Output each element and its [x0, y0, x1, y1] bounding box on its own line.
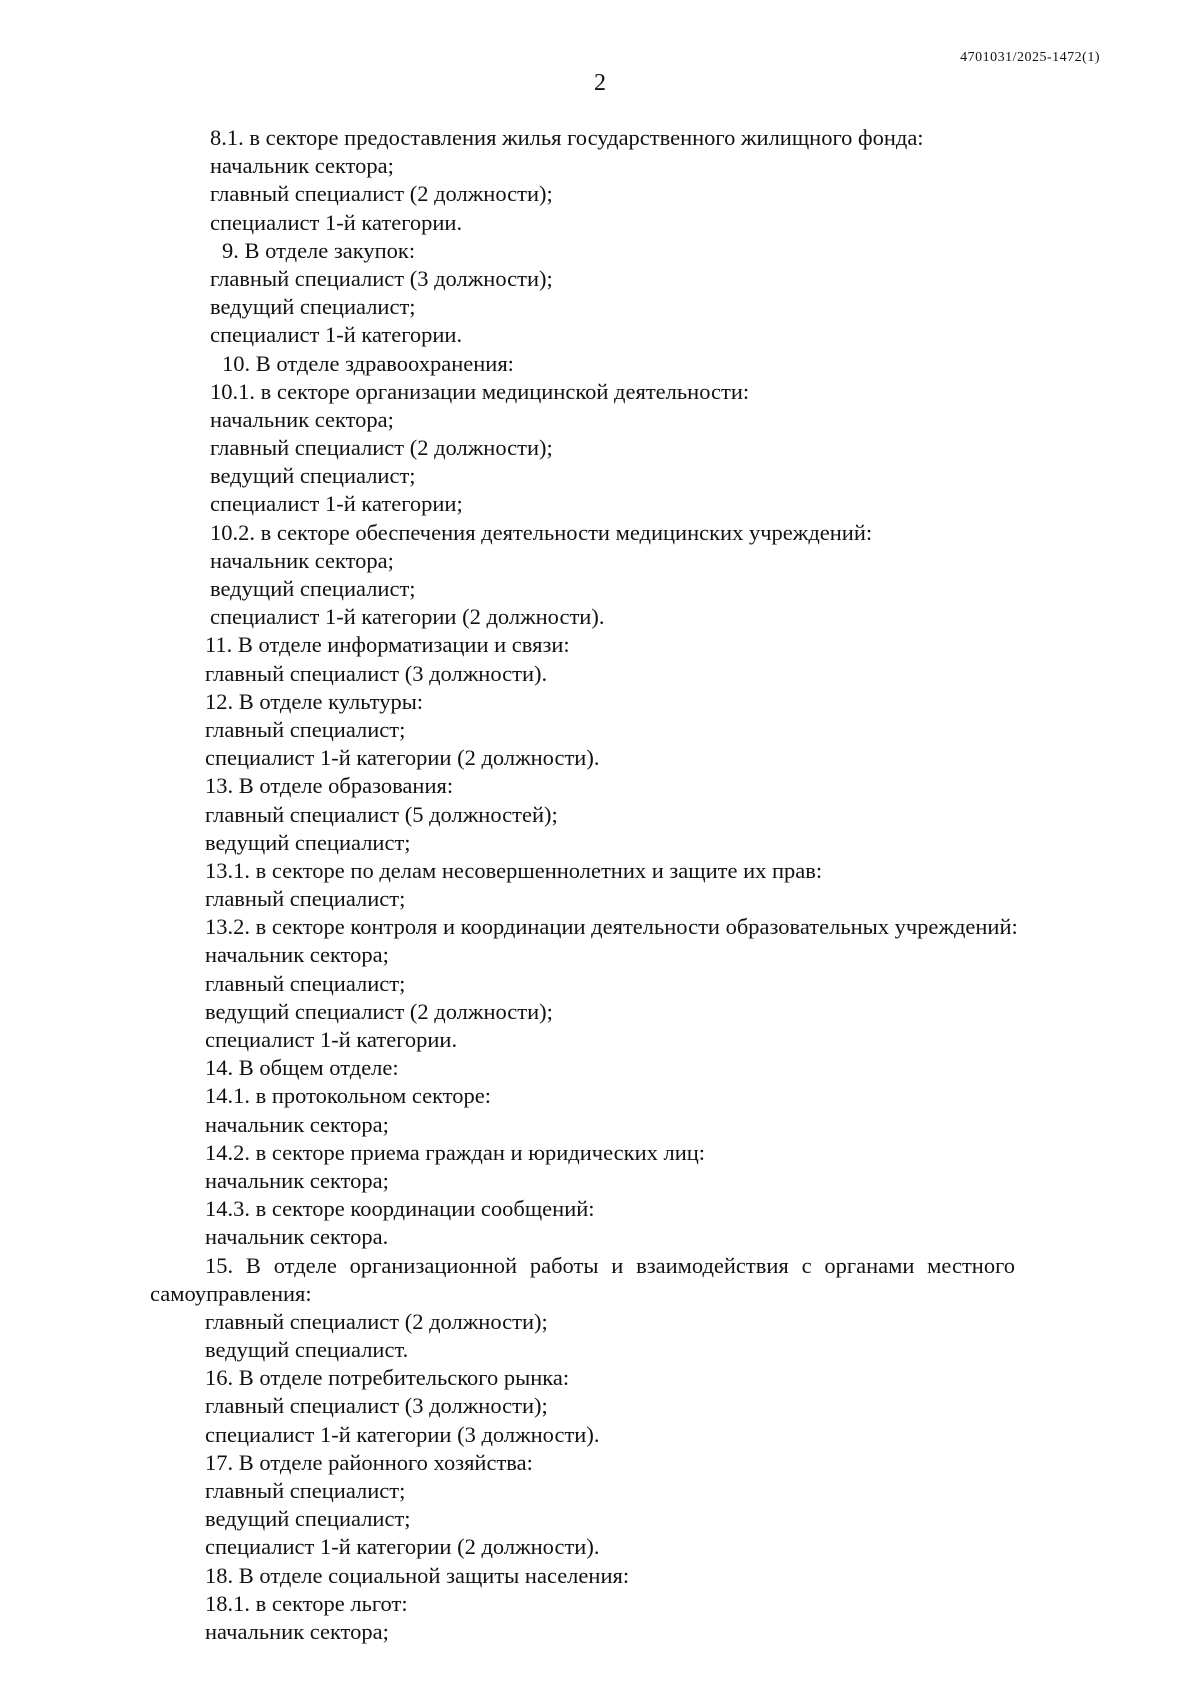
text-line: 14. В общем отделе:: [205, 1055, 399, 1081]
text-line: начальник сектора;: [205, 1167, 389, 1193]
text-line: 10.1. в секторе организации медицинской деятельности:: [210, 378, 750, 404]
document-id: 4701031/2025-1472(1): [960, 50, 1100, 65]
text-line: ведущий специалист;: [210, 463, 416, 489]
text-line: начальник сектора.: [205, 1224, 389, 1250]
text-line: главный специалист (3 должности).: [205, 660, 548, 686]
text-line: главный специалист (2 должности);: [205, 1308, 548, 1334]
text-line: главный специалист (2 должности);: [210, 435, 553, 461]
text-line: 13.2. в секторе контроля и координации деятельности образовательных учреждений:: [205, 914, 1018, 940]
text-line: специалист 1-й категории.: [210, 322, 463, 348]
text-line: 13.1. в секторе по делам несовершеннолетних и защите их прав:: [205, 857, 823, 883]
text-line: 16. В отделе потребительского рынка:: [205, 1365, 570, 1391]
text-line: ведущий специалист;: [205, 1506, 411, 1532]
text-line: ведущий специалист.: [205, 1337, 409, 1363]
text-line: главный специалист;: [205, 716, 406, 742]
text-line: 14.2. в секторе приема граждан и юридических лиц:: [205, 1139, 706, 1165]
text-line: 18.1. в секторе льгот:: [205, 1590, 408, 1616]
text-line: самоуправления:: [150, 1280, 312, 1306]
text-line: главный специалист;: [205, 970, 406, 996]
text-line: ведущий специалист;: [210, 294, 416, 320]
text-line: специалист 1-й категории;: [210, 491, 463, 517]
text-line: главный специалист (3 должности);: [210, 265, 553, 291]
text-line: 17. В отделе районного хозяйства:: [205, 1449, 533, 1475]
text-line: 13. В отделе образования:: [205, 773, 454, 799]
text-line: начальник сектора;: [205, 942, 389, 968]
text-line: специалист 1-й категории (2 должности).: [210, 604, 605, 630]
text-line: начальник сектора;: [205, 1618, 389, 1644]
text-line: главный специалист (3 должности);: [205, 1393, 548, 1419]
text-line: специалист 1-й категории (2 должности).: [205, 745, 600, 771]
text-line: 12. В отделе культуры:: [205, 688, 424, 714]
text-line: ведущий специалист;: [205, 829, 411, 855]
text-line: специалист 1-й категории.: [210, 209, 463, 235]
text-line: начальник сектора;: [210, 547, 394, 573]
text-line: главный специалист (5 должностей);: [205, 801, 558, 827]
text-line: начальник сектора;: [210, 153, 394, 179]
text-line: 9. В отделе закупок:: [222, 237, 416, 263]
text-line: 14.3. в секторе координации сообщений:: [205, 1196, 595, 1222]
text-line: 15. В отделе организационной работы и взаимодействия с органами местного: [205, 1252, 1015, 1278]
text-line: специалист 1-й категории.: [205, 1027, 458, 1052]
text-line: ведущий специалист (2 должности);: [205, 998, 553, 1024]
text-line: 10. В отделе здравоохранения:: [222, 350, 514, 376]
page-number: 2: [594, 70, 606, 96]
text-line: 11. В отделе информатизации и связи:: [205, 632, 570, 658]
text-line: 10.2. в секторе обеспечения деятельности медицинских учреждений:: [210, 519, 873, 545]
text-line: главный специалист (2 должности);: [210, 181, 553, 207]
text-line: 18. В отделе социальной защиты населения:: [205, 1562, 630, 1588]
text-line: начальник сектора;: [210, 406, 394, 432]
text-line: начальник сектора;: [205, 1111, 389, 1137]
text-line: специалист 1-й категории (2 должности).: [205, 1534, 600, 1560]
text-line: специалист 1-й категории (3 должности).: [205, 1421, 600, 1447]
text-line: 8.1. в секторе предоставления жилья государственного жилищного фонда:: [210, 125, 924, 150]
text-line: главный специалист;: [205, 1478, 406, 1503]
document-body: [0, 124, 1200, 1646]
text-line: главный специалист;: [205, 886, 406, 912]
text-line: 14.1. в протокольном секторе:: [205, 1083, 492, 1109]
text-line: ведущий специалист;: [210, 576, 416, 601]
